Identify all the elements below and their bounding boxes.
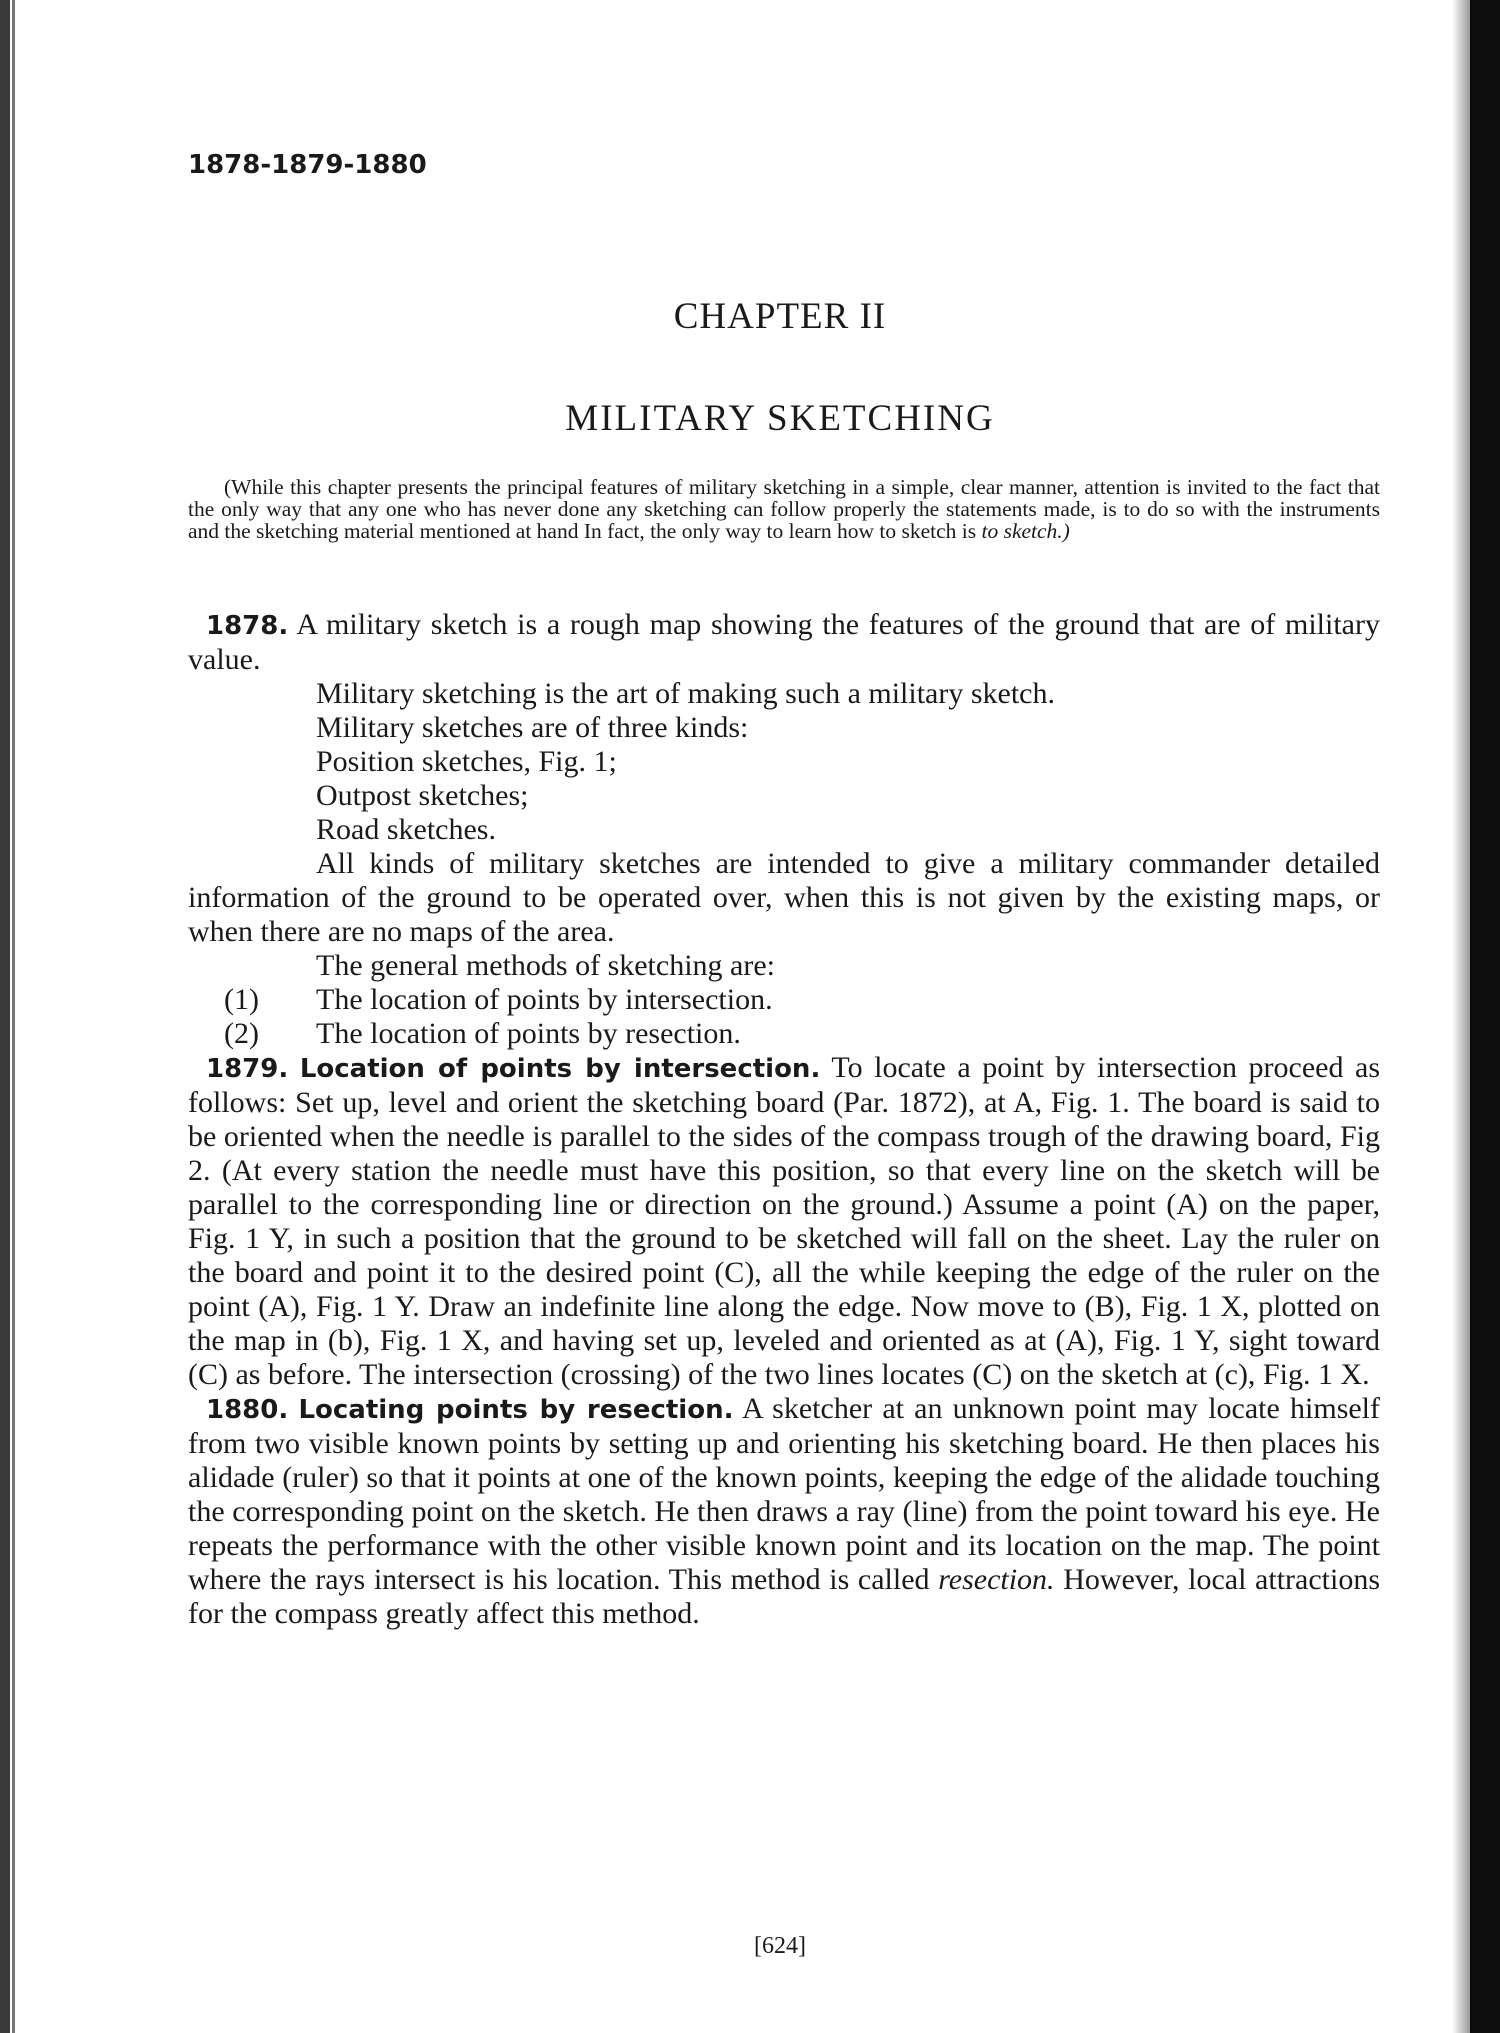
list-item: Road sketches.	[316, 813, 496, 846]
list-item: Position sketches, Fig. 1;	[316, 745, 617, 778]
intro-text: (While this chapter presents the principal features of military sketching in a simple, clear manner, attention is invited to the fact that the only way that any one who has never done any sketching can follow properly the statements made, is to do so with the instruments and the sketching material mentioned at hand In fact, the only way to learn how to sketch is	[188, 475, 1380, 543]
section-number: 1878.	[206, 611, 289, 641]
chapter-title: CHAPTER II	[673, 296, 887, 337]
section-number: 1879.	[206, 1054, 289, 1084]
section-1879	[188, 1051, 1380, 1392]
page-header: 1878-1879-1880	[188, 150, 427, 180]
chapter-subtitle: MILITARY SKETCHING	[565, 398, 995, 439]
list-text: The location of points by resection.	[316, 1017, 741, 1050]
intro-emphasis: to sketch.)	[981, 519, 1070, 543]
section-1878	[188, 608, 1380, 677]
section-number: 1880.	[206, 1395, 289, 1425]
list-item	[188, 983, 1380, 1017]
page-number: [624]	[754, 1933, 806, 1959]
paragraph: The general methods of sketching are:	[316, 949, 775, 982]
list-item: Outpost sketches;	[316, 779, 529, 812]
list-number: (2)	[224, 1017, 259, 1050]
section-emphasis: resection.	[938, 1563, 1055, 1596]
paragraph: Military sketching is the art of making such a military sketch.	[316, 677, 1055, 710]
chapter-intro	[188, 476, 1380, 542]
page-body	[188, 608, 1380, 1631]
section-text: A military sketch is a rough map showing the features of the ground that are of military value.	[188, 608, 1380, 676]
paragraph: All kinds of military sketches are intended to give a military commander detailed information of the ground to be operated over, when this is not given by the existing maps, or when there are no maps of the area.	[188, 847, 1380, 948]
section-text-end: However, local attractions for the compass greatly affect this method.	[188, 1563, 1380, 1630]
section-heading: Location of points by intersection.	[299, 1054, 821, 1084]
section-1880	[188, 1392, 1380, 1631]
section-text: To locate a point by intersection proceed as follows: Set up, level and orient the sketching board (Par. 1872), at A, Fig. 1. The board is said to be oriented when the needle is parallel to the sides of the compass trough of the drawing board, Fig 2. (At every station the needle must have this position, so that every line on the sketch will be parallel to the corresponding line or direction on the ground.) Assume a point (A) on the paper, Fig. 1 Y, in such a position that the ground to be sketched will fall on the sheet. Lay the ruler on the board and point it to the desired point (C), all the while keeping the edge of the ruler on the point (A), Fig. 1 Y. Draw an indefinite line along the edge. Now move to (B), Fig. 1 X, plotted on the map in (b), Fig. 1 X, and having set up, leveled and oriented as at (A), Fig. 1 Y, sight toward (C) as before. The intersection (crossing) of the two lines locates (C) on the sketch at (c), Fig. 1 X.	[188, 1051, 1380, 1391]
list-item	[188, 1017, 1380, 1051]
paragraph: Military sketches are of three kinds:	[316, 711, 749, 744]
section-heading: Locating points by resection.	[298, 1395, 734, 1425]
list-number: (1)	[224, 983, 259, 1016]
list-text: The location of points by intersection.	[316, 983, 773, 1016]
section-text: A sketcher at an unknown point may locate himself from two visible known points by setting up and orienting his sketching board. He then places his alidade (ruler) so that it points at one of the known points, keeping the edge of the alidade touching the corresponding point on the sketch. He then draws a ray (line) from the point toward his eye. He repeats the performance with the other visible known point and its location on the map. The point where the rays intersect is his location. This method is called	[188, 1392, 1381, 1596]
